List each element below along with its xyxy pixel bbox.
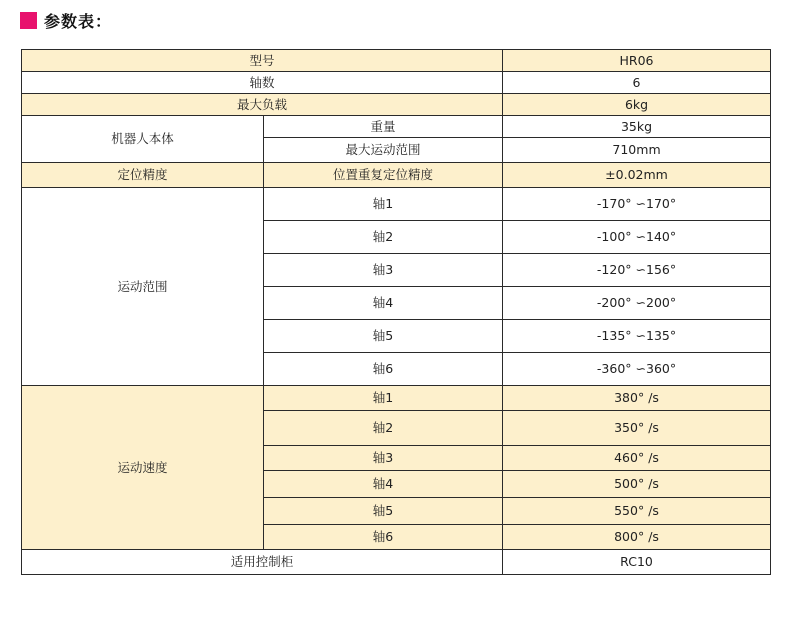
table-row-model [22,50,771,72]
range-value-3: -120° ∽156° [503,254,771,287]
repeat-label: 位置重复定位精度 [264,163,503,188]
reach-label: 最大运动范围 [264,138,503,163]
weight-label: 重量 [264,116,503,138]
speed-value-1: 380° /s [503,386,771,411]
table-row-payload [22,94,771,116]
range-value-1: -170° ∽170° [503,188,771,221]
range-axis-5: 轴5 [264,320,503,353]
heading-title: 参数表： [44,11,113,31]
speed-axis-6: 轴6 [264,525,503,550]
range-axis-6: 轴6 [264,353,503,386]
payload-value: 6kg [503,94,771,116]
range-label: 运动范围 [22,188,264,386]
parameter-table [21,49,771,575]
section-heading [20,10,112,30]
model-value: HR06 [503,50,771,72]
table-row-weight [22,116,771,138]
speed-axis-1: 轴1 [264,386,503,411]
range-axis-3: 轴3 [264,254,503,287]
accuracy-label: 定位精度 [22,163,264,188]
speed-label: 运动速度 [22,386,264,550]
table-row-range-1 [22,188,771,221]
range-axis-2: 轴2 [264,221,503,254]
range-value-6: -360° ∽360° [503,353,771,386]
reach-value: 710mm [503,138,771,163]
speed-axis-4: 轴4 [264,471,503,498]
repeat-value: ±0.02mm [503,163,771,188]
speed-value-3: 460° /s [503,446,771,471]
speed-axis-5: 轴5 [264,498,503,525]
robot-body-label: 机器人本体 [22,116,264,163]
range-value-5: -135° ∽135° [503,320,771,353]
range-axis-1: 轴1 [264,188,503,221]
payload-label: 最大负载 [22,94,503,116]
table-row-axes [22,72,771,94]
speed-value-4: 500° /s [503,471,771,498]
range-axis-4: 轴4 [264,287,503,320]
speed-value-2: 350° /s [503,411,771,446]
axes-value: 6 [503,72,771,94]
speed-value-6: 800° /s [503,525,771,550]
range-value-2: -100° ∽140° [503,221,771,254]
speed-axis-3: 轴3 [264,446,503,471]
controller-value: RC10 [503,550,771,575]
heading-marker-square [20,12,37,29]
axes-label: 轴数 [22,72,503,94]
model-label: 型号 [22,50,503,72]
weight-value: 35kg [503,116,771,138]
table-row-speed-1 [22,386,771,411]
speed-value-5: 550° /s [503,498,771,525]
range-value-4: -200° ∽200° [503,287,771,320]
speed-axis-2: 轴2 [264,411,503,446]
table-row-accuracy [22,163,771,188]
table-row-controller [22,550,771,575]
controller-label: 适用控制柜 [22,550,503,575]
